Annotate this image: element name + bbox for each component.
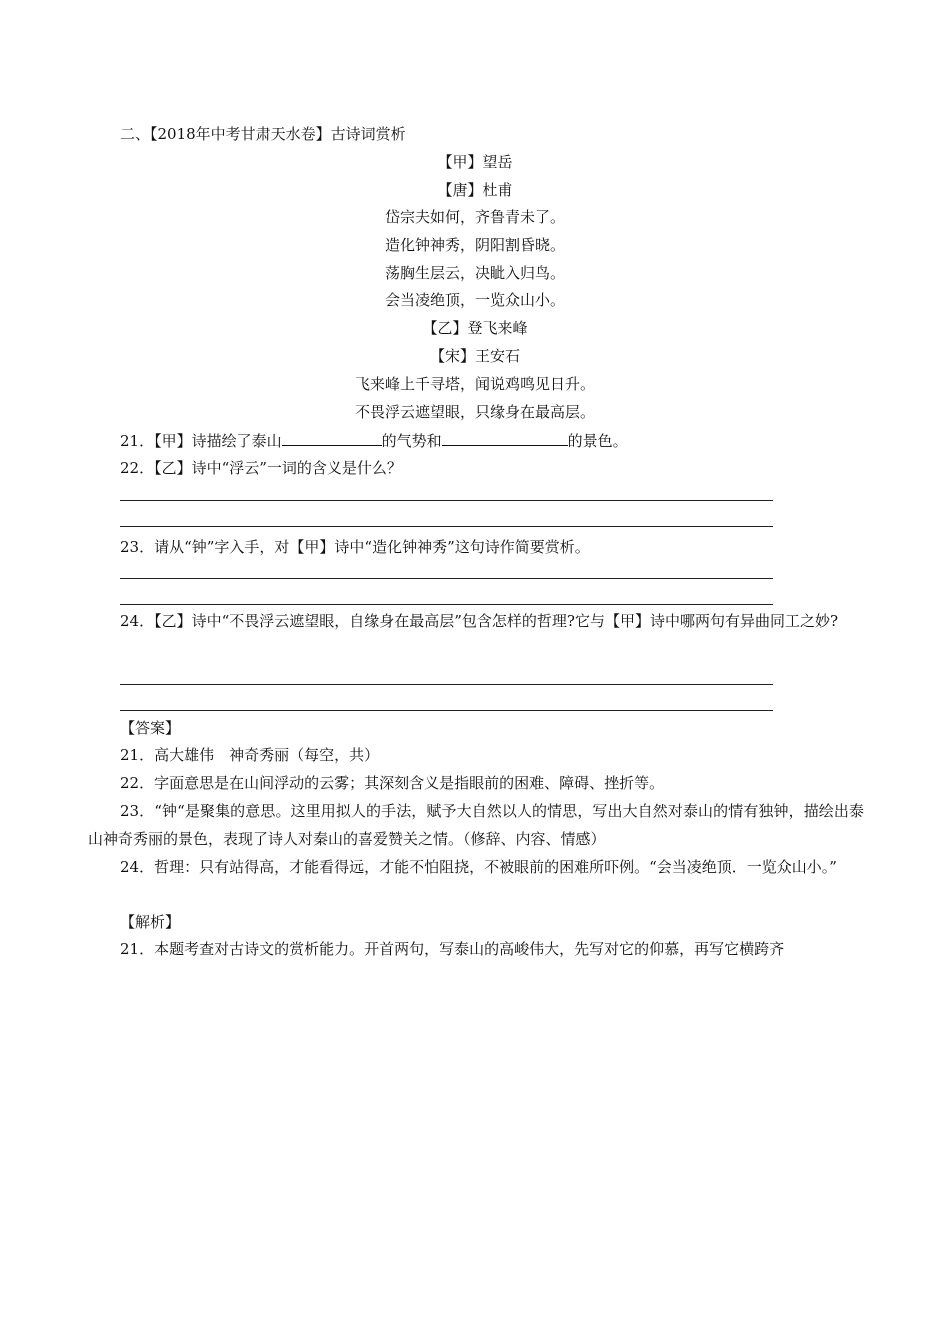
- poem-b-author: 【宋】王安石: [429, 347, 520, 365]
- analysis-21: 21．本题考查对古诗文的赏析能力。开首两句，写泰山的高峻伟大，先写对它的仰慕，再写它横跨齐: [120, 940, 785, 958]
- answer-21: 21．高大雄伟 神奇秀丽（每空，共）: [120, 746, 380, 764]
- question-22: 22．【乙】诗中“浮云”一词的含义是什么？: [120, 459, 402, 477]
- question-21-text: 的景色。: [567, 432, 628, 450]
- answer-line[interactable]: [120, 684, 773, 685]
- analysis-heading: 【解析】: [120, 913, 181, 931]
- poem-b-title: 【乙】登飞来峰: [422, 319, 528, 337]
- answer-heading: 【答案】: [120, 719, 181, 737]
- poem-a-title: 【甲】望岳: [437, 153, 513, 171]
- question-21: [120, 430, 628, 451]
- answer-blank[interactable]: [442, 430, 568, 446]
- answer-line[interactable]: [120, 604, 773, 605]
- answer-blank[interactable]: [282, 430, 382, 446]
- section-title: 二、【2018年中考甘肃天水卷】古诗词赏析: [120, 125, 406, 143]
- poem-b-line: 飞来峰上千寻塔，闻说鸡鸣见日升。: [354, 375, 595, 393]
- question-21-text: 的气势和: [381, 432, 442, 450]
- answer-line[interactable]: [120, 500, 773, 501]
- answer-line[interactable]: [120, 710, 773, 711]
- poem-a-line: 岱宗夫如何，齐鲁青未了。: [384, 208, 565, 226]
- question-21-text: 21．【甲】诗描绘了泰山: [120, 432, 282, 450]
- question-23: 23．请从“钟”字入手，对【甲】诗中“造化钟神秀”这句诗作简要赏析。: [120, 538, 590, 556]
- answer-23: 23．“钟“是聚集的意思。这里用拟人的手法，赋予大自然以人的情思，写出大自然对泰山的情有独钟，描绘出泰山神奇秀丽的景色，表现了诗人对秦山的喜爱赞关之情。（修辞、内容、情感）: [88, 802, 864, 848]
- answer-24: 24．哲理：只有站得高，才能看得远，才能不怕阻挠，不被眼前的困难所吓例。“会当凌绝顶．一览众山小。”: [120, 858, 837, 876]
- poem-b-line: 不畏浮云遮望眼，只缘身在最高层。: [354, 403, 595, 421]
- answer-line[interactable]: [120, 526, 773, 527]
- answer-line[interactable]: [120, 578, 773, 579]
- poem-a-line: 造化钟神秀，阴阳割昏晓。: [384, 236, 565, 254]
- poem-a-line: 会当凌绝顶，一览众山小。: [384, 291, 565, 309]
- answer-22: 22．字面意思是在山间浮动的云雾；其深刻含义是指眼前的困难、障碍、挫折等。: [120, 774, 665, 792]
- poem-a-line: 荡胸生层云，决眦入归鸟。: [384, 264, 565, 282]
- poem-a-author: 【唐】杜甫: [437, 181, 513, 199]
- question-24: 24．【乙】诗中“不畏浮云遮望眼，自缘身在最高层”包含怎样的哲理?它与【甲】诗中哪两句有异曲同工之妙?: [120, 612, 839, 630]
